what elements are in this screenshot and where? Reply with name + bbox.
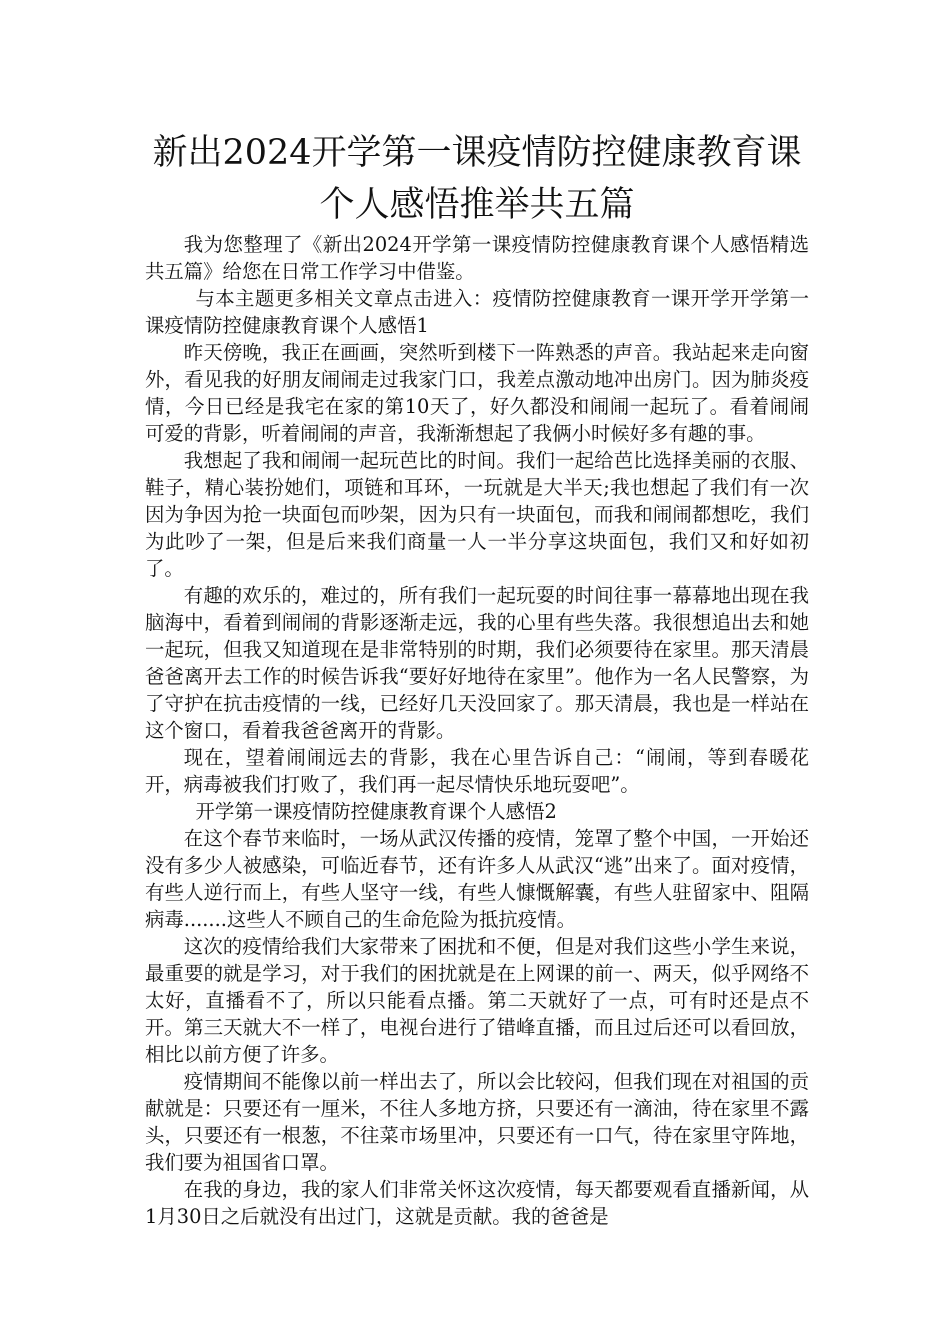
document-page xyxy=(145,0,809,1230)
essay1-paragraph: 我想起了我和闹闹一起玩芭比的时间。我们一起给芭比选择美丽的衣服、鞋子，精心装扮她们，项链和耳环，一玩就是大半天;我也想起了我们有一次因为争因为抢一块面包而吵架，因为只有一块面包，而我和闹闹都想吃，我们为此吵了一架，但是后来我们商量一人一半分享这块面包，我们又和好如初了。 xyxy=(145,449,809,580)
essay1-paragraph: 昨天傍晚，我正在画画，突然听到楼下一阵熟悉的声音。我站起来走向窗外，看见我的好朋友闹闹走过我家门口，我差点激动地冲出房门。因为肺炎疫情，今日已经是我宅在家的第10天了，好久都没和闹闹一起玩了。看着闹闹可爱的背影，听着闹闹的声音，我渐渐想起了我俩小时候好多有趣的事。 xyxy=(145,341,809,445)
essay2-paragraph: 这次的疫情给我们大家带来了困扰和不便，但是对我们这些小学生来说，最重要的就是学习，对于我们的困扰就是在上网课的前一、两天，似乎网络不太好，直播看不了，所以只能看点播。第二天就好了一点，可有时还是点不开。第三天就大不一样了，电视台进行了错峰直播，而且过后还可以看回放，相比以前方便了许多。 xyxy=(145,935,809,1066)
related-articles-line: 与本主题更多相关文章点击进入：疫情防控健康教育一课开学开学第一课疫情防控健康教育课个人感悟1 xyxy=(145,287,809,337)
essay1-paragraph: 有趣的欢乐的，难过的，所有我们一起玩耍的时间往事一幕幕地出现在我脑海中，看着到闹闹的背影逐渐走远，我的心里有些失落。我很想追出去和她一起玩，但我又知道现在是非常特别的时期，我们必须要待在家里。那天清晨爸爸离开去工作的时候告诉我“要好好地待在家里”。他作为一名人民警察，为了守护在抗击疫情的一线，已经好几天没回家了。那天清晨，我也是一样站在这个窗口，看着我爸爸离开的背影。 xyxy=(145,584,809,742)
intro-paragraph: 我为您整理了《新出2024开学第一课疫情防控健康教育课个人感悟精选共五篇》给您在日常工作学习中借鉴。 xyxy=(145,233,809,283)
document-title: 新出2024开学第一课疫情防控健康教育课个人感悟推举共五篇 xyxy=(152,133,802,225)
essay2-heading: 开学第一课疫情防控健康教育课个人感悟2 xyxy=(195,800,557,823)
essay2-paragraph: 疫情期间不能像以前一样出去了，所以会比较闷，但我们现在对祖国的贡献就是：只要还有一厘米，不往人多地方挤，只要还有一滴油，待在家里不露头，只要还有一根葱，不往菜市场里冲，只要还有一口气，待在家里守阵地，我们要为祖国省口罩。 xyxy=(145,1070,809,1174)
document-body xyxy=(145,231,809,1230)
essay2-paragraph: 在这个春节来临时，一场从武汉传播的疫情，笼罩了整个中国，一开始还没有多少人被感染，可临近春节，还有许多人从武汉“逃”出来了。面对疫情，有些人逆行而上，有些人坚守一线，有些人慷慨解囊，有些人驻留家中、阻隔病毒.......这些人不顾自己的生命危险为抵抗疫情。 xyxy=(145,827,809,931)
essay1-paragraph: 现在，望着闹闹远去的背影，我在心里告诉自己：“闹闹，等到春暖花开，病毒被我们打败了，我们再一起尽情快乐地玩耍吧”。 xyxy=(145,746,809,796)
essay2-paragraph: 在我的身边，我的家人们非常关怀这次疫情，每天都要观看直播新闻，从1月30日之后就没有出过门，这就是贡献。我的爸爸是 xyxy=(145,1178,809,1228)
